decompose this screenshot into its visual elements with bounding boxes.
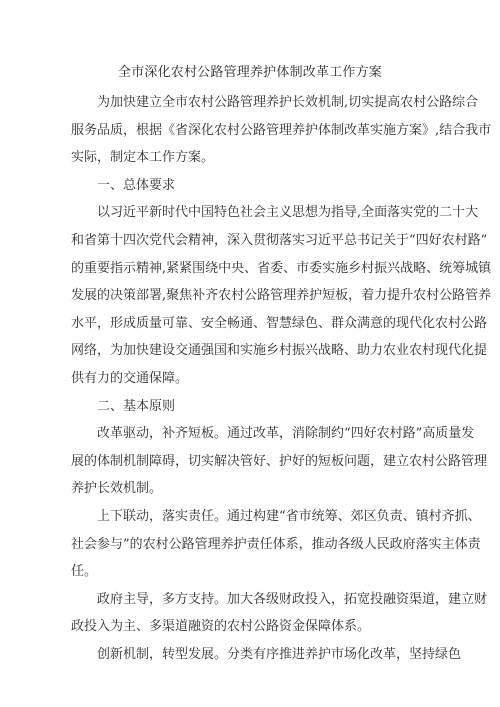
text-line: 供有力的交通保障。 [71,370,189,386]
text-line: 发展的决策部署,聚焦补齐农村公路管理养护短板，着力提升农村公路管养 [71,288,492,304]
text-line: 政投入为主、多渠道融资的农村公路资金保障体系。 [71,619,371,635]
text-line: 服务品质，根据《省深化农村公路管理养护体制改革实施方案》,结合我市 [71,122,492,138]
text-line: 水平，形成质量可靠、安全畅通、智慧绿色、群众满意的现代化农村公路 [71,315,488,331]
text-line: 社会参与”的农村公路管理养护责任体系，推动各级人民政府落实主体责 [71,536,481,552]
text-line: 实际，制定本工作方案。 [71,150,215,166]
text-line: 一、总体要求 [97,177,176,193]
text-line: 和省第十四次党代会精神，深入贯彻落实习近平总书记关于“四好农村路” [71,232,488,248]
text-line: 为加快建立全市农村公路管理养护长效机制,切实提高农村公路综合 [97,95,479,110]
text-line: 网络，为加快建设交通强国和实施乡村振兴战略、助力农业农村现代化提 [71,343,488,359]
text-line: 任。 [71,564,98,580]
text-line: 二、基本原则 [97,398,176,414]
text-line: 政府主导，多方支持。加大各级财政投入，拓宽投融资渠道，建立财 [97,591,488,607]
text-line: 改革驱动，补齐短板。通过改革，消除制约“四好农村路”高质量发 [97,426,475,442]
text-line: 养护长效机制。 [71,481,163,497]
text-line: 创新机制，转型发展。分类有序推进养护市场化改革，坚持绿色 [97,646,462,662]
text-line: 展的体制机制障碍，切实解决管好、护好的短板问题，建立农村公路管理 [71,453,488,469]
text-line: 以习近平新时代中国特色社会主义思想为指导,全面落实党的二十大 [97,205,479,221]
text-line: 的重要指示精神,紧紧围绕中央、省委、市委实施乡村振兴战略、统筹城镇 [71,260,492,276]
document-body [71,89,492,668]
document-title: 全市深化农村公路管理养护体制改革工作方案 [117,65,382,80]
text-line: 上下联动，落实责任。通过构建“省市统筹、郊区负责、镇村齐抓、 [97,508,481,524]
